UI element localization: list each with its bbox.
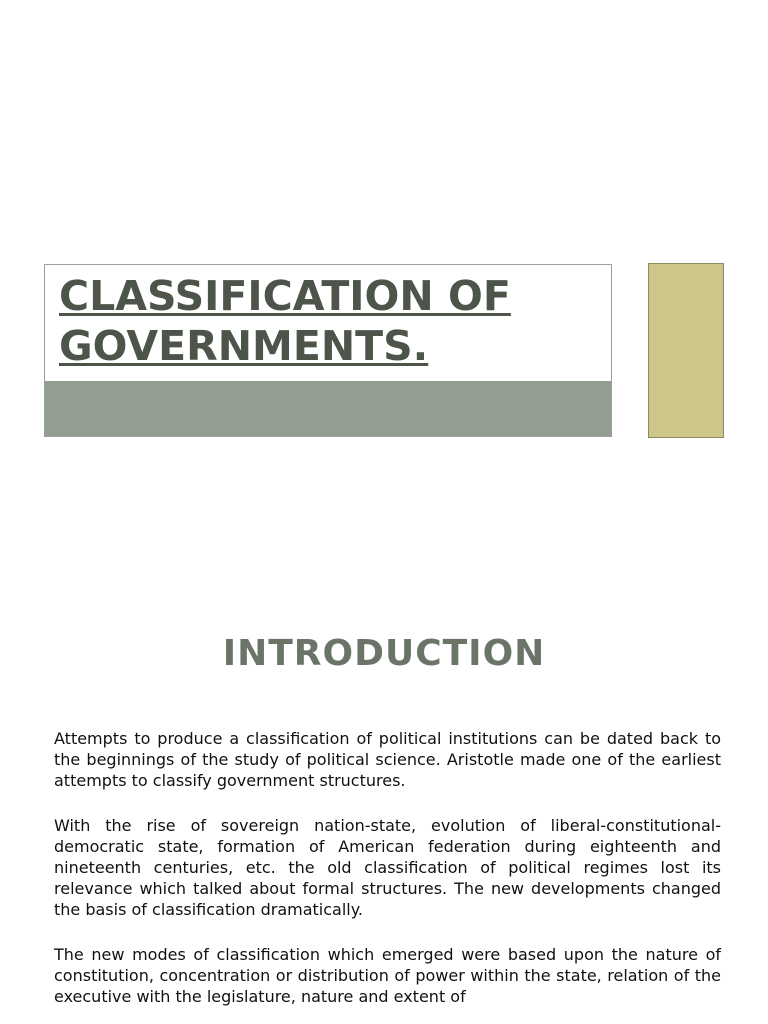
presentation-title: CLASSIFICATION OF GOVERNMENTS. [59, 272, 511, 370]
title-band [45, 381, 611, 436]
paragraph-2: With the rise of sovereign nation-state, evolution of liberal-constitutional-democratic state, formation of American federation during eighteenth and nineteenth centuries, etc. the old classification of political regimes lost its relevance which talked about formal structures. The new developments changed the basis of classification dramatically. [54, 816, 721, 919]
title-box [44, 264, 612, 437]
paragraph-3: The new modes of classification which emerged were based upon the nature of constitution, concentration or distribution of power within the state, relation of the executive with the legislature, nature and extent of [54, 945, 721, 1006]
introduction-body [54, 728, 721, 1024]
introduction-slide [0, 590, 768, 1024]
paragraph-1: Attempts to produce a classification of political institutions can be dated back to the beginnings of the study of political science. Aristotle made one of the earliest attempts to classify government structures. [54, 729, 721, 790]
introduction-heading: INTRODUCTION [222, 633, 546, 674]
accent-block [648, 263, 724, 438]
